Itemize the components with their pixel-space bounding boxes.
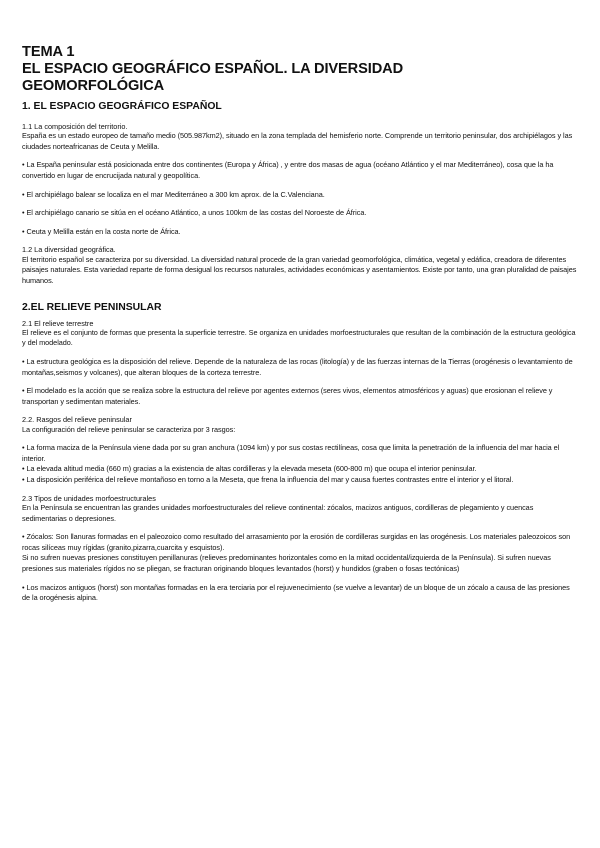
subsection-1-2-heading: 1.2 La diversidad geográfica. <box>22 245 116 255</box>
section-2-heading: 2.EL RELIEVE PENINSULAR <box>22 301 162 313</box>
document-title <box>22 44 578 95</box>
subsection-2-2-intro: La configuración del relieve peninsular se caracteriza por 3 rasgos: <box>22 424 236 434</box>
subsection-1-2-text: El territorio español se caracteriza por su diversidad. La diversidad natural procede de la gran variedad geomorfológica, climática, vegetal y edáfica, creadora de diferentes paisajes naturales. Esta variedad reparte de forma desigual los recursos naturales, actividades económicas y asentamientos. Existe por tanto, una gran pluralidad de paisajes humanos. <box>22 254 577 285</box>
subsection-2-3-heading: 2.3 Tipos de unidades morfoestructurales <box>22 493 156 503</box>
subsection-2-1-intro: El relieve es el conjunto de formas que presenta la superficie terrestre. Se organiza en unidades morfoestructurales que resultan de la combinación de la estructura geológica y del modelado. <box>22 327 576 348</box>
zocalos-continuation: Si no sufren nuevas presiones constituyen penillanuras (relieves predominantes horizontales como en la mitad occidental/izquierda de la Península). Si sufren nuevas presiones sus materiales rígidos no se pliegan, se fracturan originando bloques levantados (horst) y hundidos (graben o fosas tectónicas) <box>22 553 551 573</box>
bullet-zocalos: • Zócalos: Son llanuras formadas en el paleozoico como resultado del arrasamiento por la erosión de cordilleras surgidas en las orogénesis. Los materiales paleozoicos son rocas silíceas muy rígidas (granito,pizarra,cuarcita y esquistos). <box>22 532 571 552</box>
bullet-peninsular: • La España peninsular está posicionada entre dos continentes (Europa y África) , y entre dos masas de agua (océano Atlántico y el mar Mediterráneo), cosa que la ha convertido en lugar de encrucijada natural y geopolítica. <box>22 160 554 181</box>
bullet-estructura: • La estructura geológica es la disposición del relieve. Depende de la naturaleza de las rocas (litología) y de las fuerzas internas de la Tierras (orogénesis o levantamiento de montañas,seismos y volcanes), que alteran bloques de la corteza terrestre. <box>22 357 573 377</box>
bullet-canarias: • El archipiélago canario se sitúa en el océano Atlántico, a unos 100km de las costas del Noroeste de África. <box>22 208 367 218</box>
subsection-2-3-intro: En la Península se encuentran las grandes unidades morfoestructurales del relieve continental: zócalos, macizos antiguos, cordilleras de plegamiento y cuencas sedimentarias o depresiones. <box>22 502 534 523</box>
title-line-1: TEMA 1 <box>22 44 75 60</box>
subsection-2-2-heading: 2.2. Rasgos del relieve peninsular <box>22 415 132 425</box>
bullet-macizos: • Los macizos antiguos (horst) son montañas formadas en la era terciaria por el rejuvenecimiento (se vuelve a levantar) de un bloque de un zócalo a causa de las presiones de la orogénesis alpina. <box>22 582 570 603</box>
document-page <box>22 44 578 604</box>
bullet-ceuta-melilla: • Ceuta y Melilla están en la costa norte de África. <box>22 226 181 236</box>
bullet-forma-maciza: • La forma maciza de la Península viene dada por su gran anchura (1094 km) y por sus costas rectilíneas, cosa que limita la penetración de la influencia del mar hacia el interior. <box>22 443 560 463</box>
section-1-heading: 1. EL ESPACIO GEOGRÁFICO ESPAÑOL <box>22 101 222 112</box>
bullet-modelado: • El modelado es la acción que se realiza sobre la estructura del relieve por agentes externos (seres vivos, elementos atmosféricos y aguas) que erosionan el relieve y transportan y sedimentan materiales. <box>22 386 553 406</box>
bullet-disposicion: • La disposición periférica del relieve montañoso en torno a la Meseta, que frena la influencia del mar y causa fuertes contrastes entre el interior y el litoral. <box>22 475 514 485</box>
title-line-2: EL ESPACIO GEOGRÁFICO ESPAÑOL. LA DIVERSIDAD <box>22 61 404 77</box>
subsection-2-1-heading: 2.1 El relieve terrestre <box>22 318 94 328</box>
subsection-1-1-intro: España es un estado europeo de tamaño medio (505.987km2), situado en la zona templada del hemisferio norte. Comprende un territorio peninsular, dos archipiélagos y las ciudades norteafricanas de Ceuta y Melilla. <box>22 131 573 151</box>
bullet-altitud: • La elevada altitud media (660 m) gracias a la existencia de altas cordilleras y la elevada meseta (600-800 m) que ocupa el interior peninsular. <box>22 464 477 474</box>
bullet-baleares: • El archipiélago balear se localiza en el mar Mediterráneo a 300 km aprox. de la C.Valenciana. <box>22 189 325 199</box>
title-line-3: GEOMORFOLÓGICA <box>22 78 165 94</box>
subsection-1-1-heading: 1.1 La composición del territorio. <box>22 122 128 131</box>
